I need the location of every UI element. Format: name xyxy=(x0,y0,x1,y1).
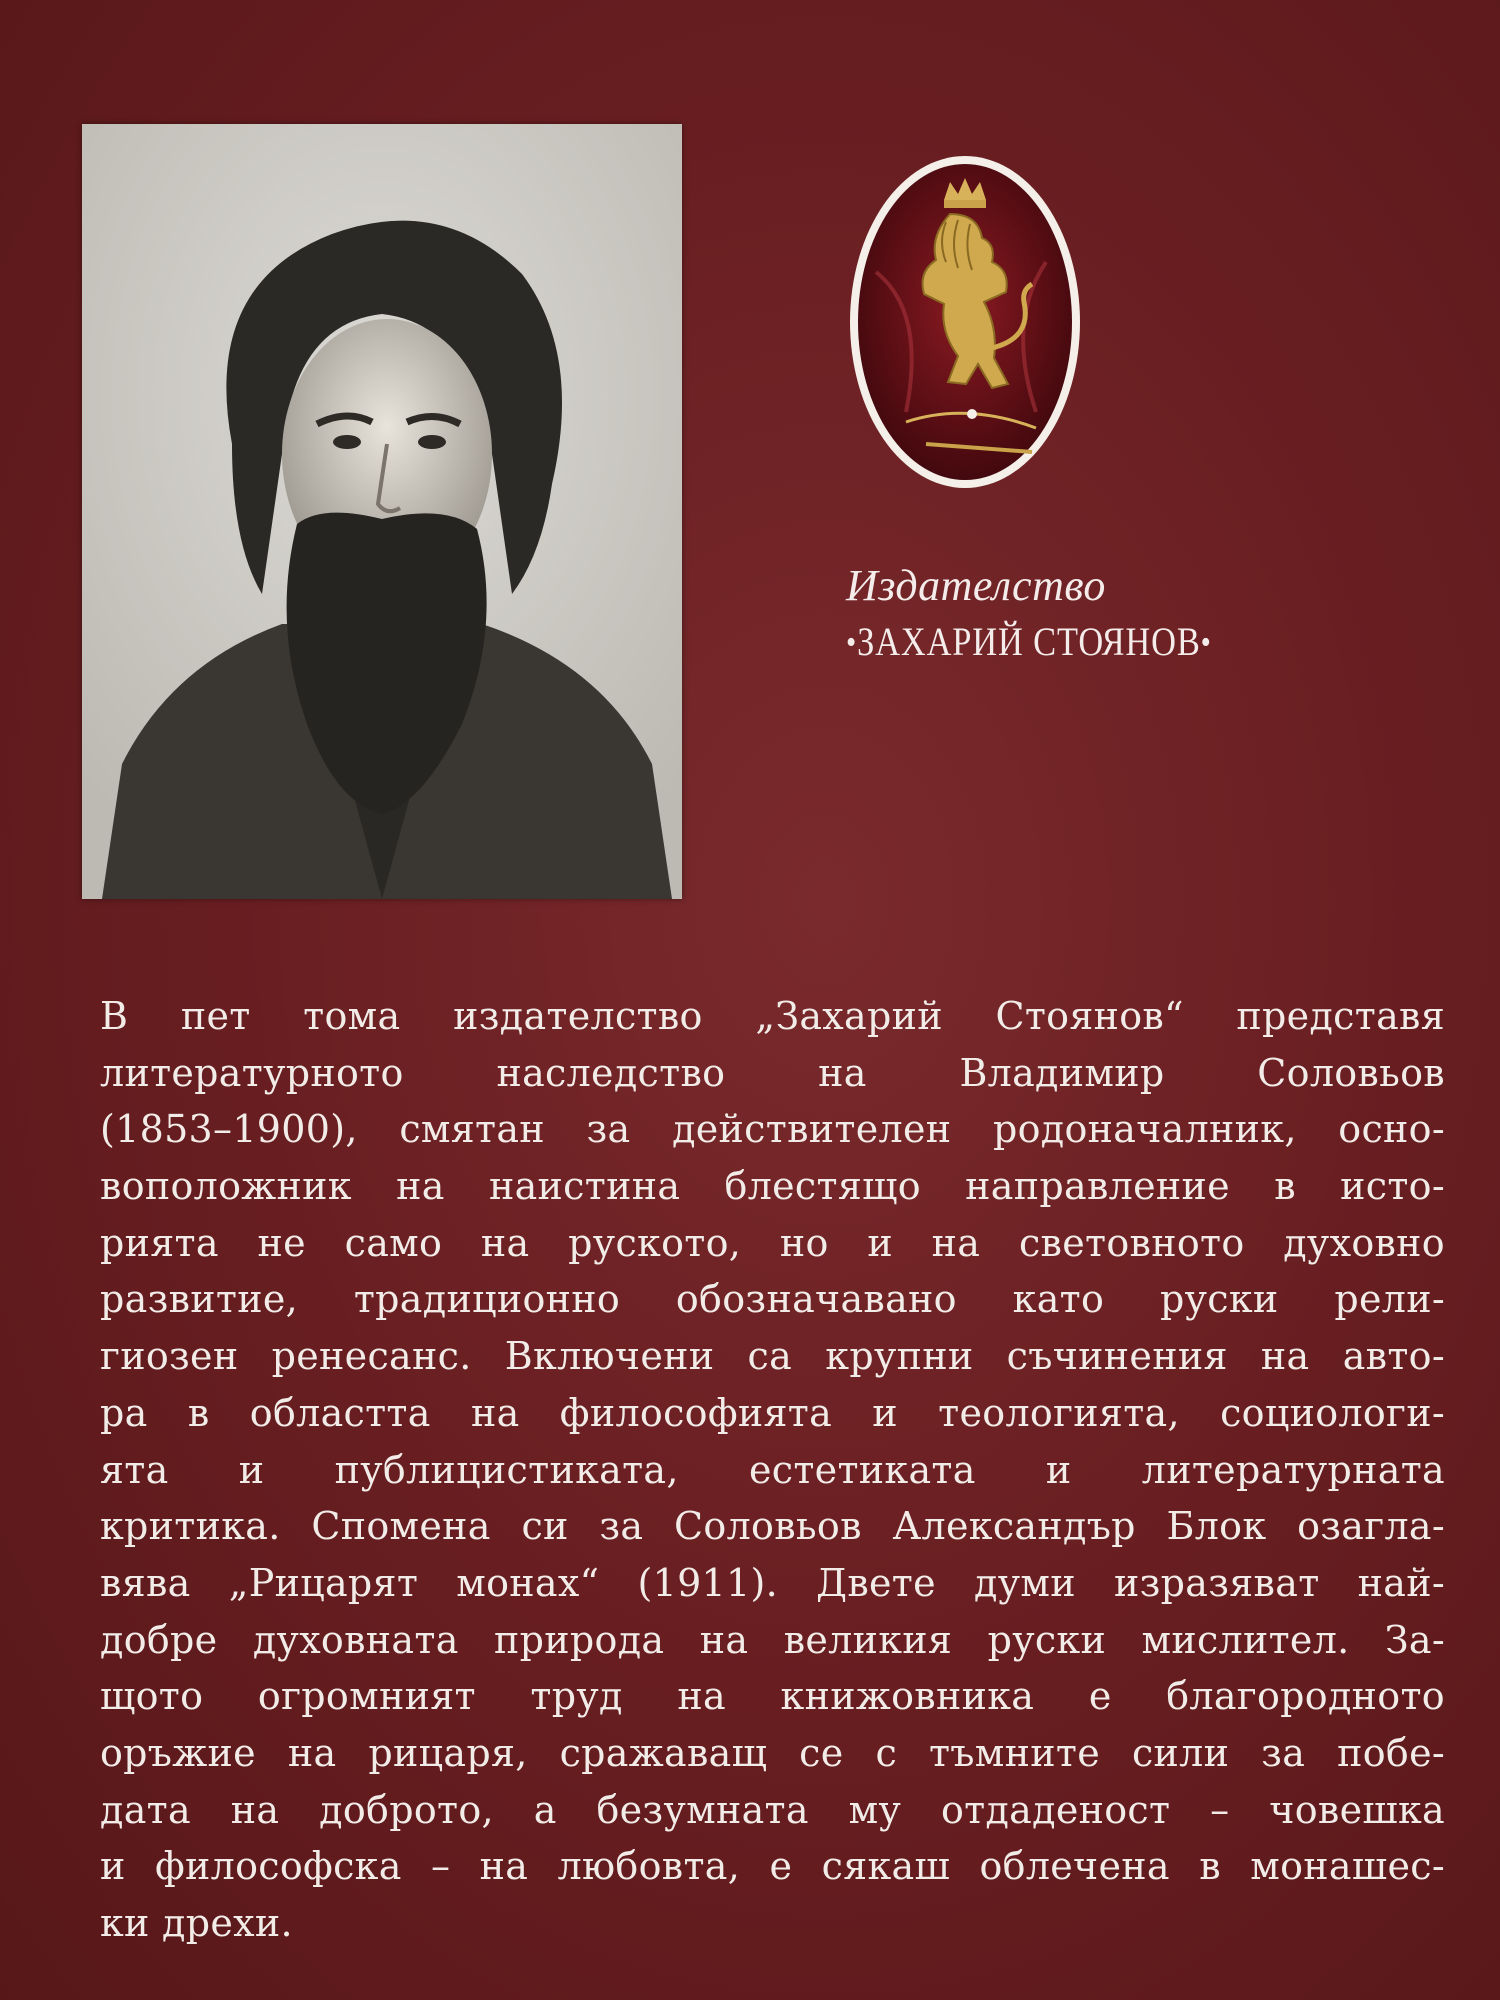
description-line: литературното наследство на Владимир Соловьов xyxy=(100,1050,1445,1095)
portrait-image xyxy=(82,124,682,899)
publisher-name: ЗАХАРИЙ СТОЯНОВ xyxy=(857,619,1201,664)
description-line: вява „Рицарят монах“ (1911). Двете думи изразяват най- xyxy=(100,1560,1445,1605)
publisher-emblem xyxy=(846,152,1084,492)
description-line: критика. Спомена си за Соловьов Александър Блок озагла- xyxy=(100,1504,1445,1549)
publisher-block xyxy=(846,560,1271,673)
description-line: ра в областта на философията и теологията, социологи- xyxy=(100,1390,1445,1435)
lion-crest-logo xyxy=(846,152,1084,492)
description-line: дата на доброто, а безумната му отдаденост – човешка xyxy=(100,1787,1445,1832)
book-description xyxy=(100,988,1445,1952)
publisher-name-line xyxy=(846,612,1212,673)
description-line: гиозен ренесанс. Включени са крупни съчинения на авто- xyxy=(100,1334,1445,1379)
description-line: рията не само на руското, но и на световното духовно xyxy=(100,1220,1445,1265)
description-line: (1853–1900), смятан за действителен родоначалник, осно- xyxy=(100,1107,1445,1152)
description-line: ята и публицистиката, естетиката и литературната xyxy=(100,1447,1445,1492)
description-line: оръжие на рицаря, сражаващ се с тъмните сили за побе- xyxy=(100,1730,1445,1775)
description-line: воположник на наистина блестящо направление в исто- xyxy=(100,1164,1445,1209)
bullet-left: • xyxy=(846,624,858,661)
description-line: ки дрехи. xyxy=(100,1901,293,1945)
description-line: добре духовната природа на великия руски мислител. За- xyxy=(100,1617,1445,1662)
author-portrait-photo xyxy=(82,124,682,899)
bullet-right: • xyxy=(1200,624,1212,661)
publisher-label: Издателство xyxy=(846,561,1106,610)
description-line: и философска – на любовта, е сякаш облечена в монашес- xyxy=(100,1844,1445,1889)
description-line: В пет тома издателство „Захарий Стоянов“ представя xyxy=(100,994,1445,1038)
description-line: развитие, традиционно обозначавано като руски рели- xyxy=(100,1277,1445,1322)
description-line: щото огромният труд на книжовника е благородното xyxy=(100,1674,1445,1719)
